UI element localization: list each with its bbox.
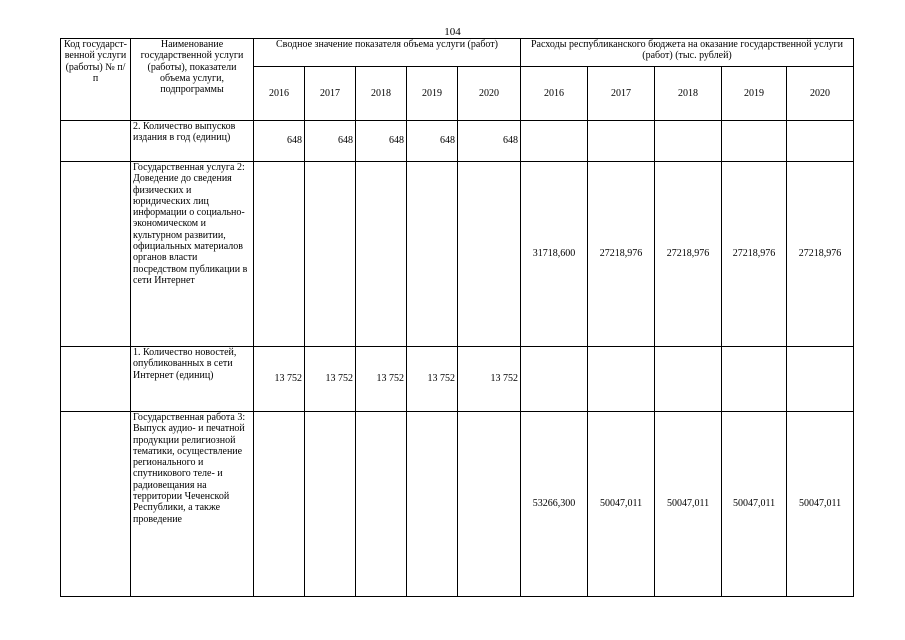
header-code: Код государст-венной услуги (работы) № п/п: [61, 39, 131, 121]
header-expense-year: 2019: [722, 67, 787, 121]
volume-cell: 13 752: [305, 347, 356, 412]
table-row: [61, 162, 854, 347]
header-expense-year: 2017: [588, 67, 655, 121]
expense-cell: [588, 347, 655, 412]
volume-cell: 648: [254, 121, 305, 162]
header-volume-year: 2018: [356, 67, 407, 121]
volume-cell: [407, 412, 458, 597]
expense-cell: 27218,976: [722, 162, 787, 347]
volume-cell: 648: [407, 121, 458, 162]
header-name: Наименование государственной услуги (работы), показатели объема услуги, подпрограммы: [131, 39, 254, 121]
volume-cell: 13 752: [356, 347, 407, 412]
header-volume-year: 2017: [305, 67, 356, 121]
expense-cell: [655, 347, 722, 412]
expense-cell: [787, 121, 854, 162]
expense-cell: 50047,011: [722, 412, 787, 597]
expense-cell: 27218,976: [787, 162, 854, 347]
expense-cell: 50047,011: [588, 412, 655, 597]
expense-cell: 27218,976: [588, 162, 655, 347]
header-expense-group: Расходы республиканского бюджета на оказание государственной услуги (работ) (тыс. рублей): [521, 39, 854, 67]
row-name: 2. Количество выпусков издания в год (единиц): [131, 121, 254, 162]
volume-cell: [356, 162, 407, 347]
expense-cell: [588, 121, 655, 162]
page-number: 104: [444, 26, 461, 38]
row-name: Государственная услуга 2: Доведение до сведения физических и юридических лиц информации о социально-экономическом и культурном развитии, официальных материалов органов власти посредством публикации в сети Интернет: [131, 162, 254, 347]
table-row: [61, 412, 854, 597]
expense-cell: [722, 347, 787, 412]
volume-cell: 648: [458, 121, 521, 162]
volume-cell: [407, 162, 458, 347]
header-expense-year: 2016: [521, 67, 588, 121]
header-row: [61, 39, 854, 67]
expense-cell: [521, 121, 588, 162]
volume-cell: [458, 412, 521, 597]
header-expense-year: 2018: [655, 67, 722, 121]
table-row: [61, 121, 854, 162]
header-expense-year: 2020: [787, 67, 854, 121]
volume-cell: [254, 412, 305, 597]
row-code: [61, 121, 131, 162]
row-name: Государственная работа 3: Выпуск аудио- и печатной продукции религиозной тематики, осуществление регионального и спутникового теле- и радиовещания на территории Чеченской Республики, а также проведение: [131, 412, 254, 597]
header-volume-year: 2019: [407, 67, 458, 121]
header-volume-year: 2020: [458, 67, 521, 121]
expense-cell: [655, 121, 722, 162]
expense-cell: 31718,600: [521, 162, 588, 347]
volume-cell: 648: [305, 121, 356, 162]
row-code: [61, 412, 131, 597]
expense-cell: [722, 121, 787, 162]
volume-cell: 13 752: [458, 347, 521, 412]
volume-cell: [356, 412, 407, 597]
row-code: [61, 162, 131, 347]
expense-cell: 50047,011: [655, 412, 722, 597]
table-row: [61, 347, 854, 412]
expense-cell: 27218,976: [655, 162, 722, 347]
volume-cell: 13 752: [254, 347, 305, 412]
volume-cell: [254, 162, 305, 347]
volume-cell: [305, 162, 356, 347]
volume-cell: 648: [356, 121, 407, 162]
volume-cell: [458, 162, 521, 347]
row-code: [61, 347, 131, 412]
expense-cell: 53266,300: [521, 412, 588, 597]
volume-cell: 13 752: [407, 347, 458, 412]
header-volume-group: Сводное значение показателя объема услуги (работ): [254, 39, 521, 67]
expense-cell: [521, 347, 588, 412]
header-volume-year: 2016: [254, 67, 305, 121]
row-name: 1. Количество новостей, опубликованных в сети Интернет (единиц): [131, 347, 254, 412]
budget-table: [60, 38, 854, 597]
volume-cell: [305, 412, 356, 597]
expense-cell: 50047,011: [787, 412, 854, 597]
expense-cell: [787, 347, 854, 412]
